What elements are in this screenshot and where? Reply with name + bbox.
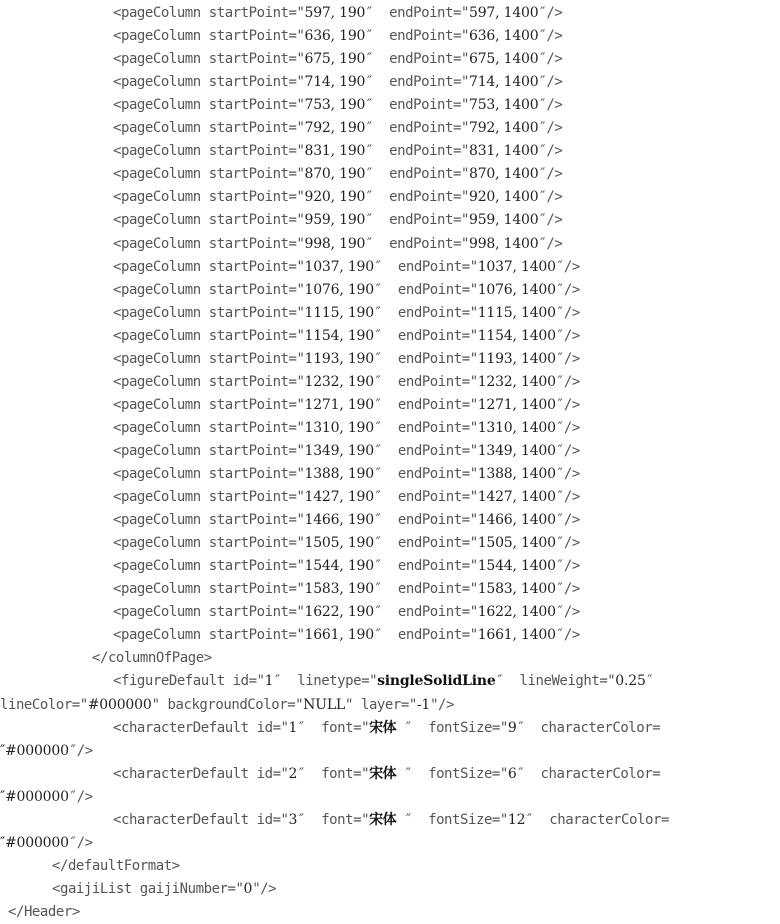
page-column-line bbox=[0, 509, 780, 532]
figure-id: 1 bbox=[264, 673, 274, 690]
page-column-open: <pageColumn startPoint=" bbox=[113, 419, 305, 436]
page-column-line bbox=[0, 48, 780, 71]
page-column-open: <pageColumn startPoint=" bbox=[113, 581, 305, 598]
page-column-line bbox=[0, 71, 780, 94]
character-color-value: #000000 bbox=[5, 788, 69, 805]
end-point-attr: ″ endPoint=" bbox=[373, 396, 478, 413]
tag-end: ″/> bbox=[555, 419, 580, 436]
start-point-value: 597, 190 bbox=[304, 5, 366, 21]
end-point-attr: ″ endPoint=" bbox=[365, 5, 469, 21]
default-format-close-tag: </defaultFormat> bbox=[52, 857, 180, 874]
page-column-line bbox=[0, 578, 780, 601]
layer-value: -1 bbox=[416, 696, 431, 713]
character-default-line-cont bbox=[0, 832, 780, 855]
end-point-attr: ″ endPoint=" bbox=[365, 212, 469, 229]
end-point-attr: ″ endPoint=" bbox=[373, 489, 478, 506]
page-column-line bbox=[0, 209, 780, 232]
line-weight-attr: ″ lineWeight=" bbox=[495, 673, 616, 690]
character-default-line-cont bbox=[0, 786, 780, 809]
end-point-value: 597, 1400 bbox=[468, 5, 539, 21]
tag-end: ″/> bbox=[555, 304, 580, 321]
figure-default-line-cont bbox=[0, 694, 780, 717]
tag-end: ″/> bbox=[555, 327, 580, 344]
header-close-tag: </Header> bbox=[8, 903, 80, 920]
font-size-value: 6 bbox=[507, 765, 517, 782]
tag-end: ″/> bbox=[68, 742, 93, 759]
start-point-value: 1622, 190 bbox=[304, 604, 374, 621]
page-column-line bbox=[0, 186, 780, 209]
tag-end: ″/> bbox=[555, 512, 580, 529]
font-attr: ″ font=" bbox=[297, 719, 370, 736]
start-point-value: 831, 190 bbox=[304, 143, 366, 160]
page-column-line bbox=[0, 532, 780, 555]
tag-end: ″/> bbox=[68, 834, 93, 851]
tag-end: ″/> bbox=[538, 166, 563, 183]
character-color-attr: ″ characterColor= bbox=[516, 765, 661, 782]
tag-end: ″/> bbox=[555, 489, 580, 506]
page-column-line bbox=[0, 25, 780, 48]
character-default-id: 2 bbox=[288, 765, 298, 782]
tag-end: ″/> bbox=[555, 281, 580, 298]
column-of-page-close bbox=[0, 647, 780, 670]
character-default-id: 1 bbox=[288, 719, 298, 736]
character-default-id: 3 bbox=[288, 811, 298, 828]
page-column-open: <pageColumn startPoint=" bbox=[113, 258, 305, 275]
end-point-value: 998, 1400 bbox=[468, 235, 539, 252]
end-point-value: 1232, 1400 bbox=[477, 373, 556, 390]
tag-end: ″/> bbox=[538, 120, 563, 137]
page-column-open: <pageColumn startPoint=" bbox=[113, 166, 305, 183]
background-color-value: NULL bbox=[303, 696, 346, 713]
column-of-page-close-tag: </columnOfPage> bbox=[92, 650, 212, 667]
end-point-attr: ″ endPoint=" bbox=[373, 442, 478, 459]
tag-end: "/> bbox=[252, 880, 277, 897]
linetype-attr: ″ linetype=" bbox=[273, 673, 378, 690]
end-point-value: 1154, 1400 bbox=[477, 327, 556, 344]
end-point-attr: ″ endPoint=" bbox=[373, 512, 478, 529]
line-color-value: #000000 bbox=[87, 696, 152, 713]
font-size-value: 9 bbox=[507, 719, 517, 736]
start-point-value: 870, 190 bbox=[304, 166, 366, 183]
end-point-attr: ″ endPoint=" bbox=[365, 143, 469, 160]
page-column-open: <pageColumn startPoint=" bbox=[113, 604, 305, 621]
font-value: 宋体 bbox=[369, 719, 397, 736]
tag-end: ″/> bbox=[555, 373, 580, 390]
page-column-open: <pageColumn startPoint=" bbox=[113, 535, 305, 552]
page-column-line bbox=[0, 463, 780, 486]
page-column-open: <pageColumn startPoint=" bbox=[113, 97, 305, 114]
end-point-attr: ″ endPoint=" bbox=[365, 235, 469, 252]
tag-end: ″/> bbox=[555, 604, 580, 621]
end-point-attr: ″ endPoint=" bbox=[373, 258, 478, 275]
page-column-open: <pageColumn startPoint=" bbox=[113, 558, 305, 575]
page-column-line bbox=[0, 302, 780, 325]
end-point-attr: ″ endPoint=" bbox=[365, 189, 469, 206]
tag-end: ″/> bbox=[555, 350, 580, 367]
page-column-line bbox=[0, 117, 780, 140]
end-point-value: 1466, 1400 bbox=[477, 512, 556, 529]
tag-end: ″/> bbox=[538, 212, 563, 229]
page-column-open: <pageColumn startPoint=" bbox=[113, 442, 305, 459]
page-column-line bbox=[0, 94, 780, 117]
end-point-value: 1505, 1400 bbox=[477, 535, 556, 552]
end-point-value: 1193, 1400 bbox=[477, 350, 556, 367]
page-column-open: <pageColumn startPoint=" bbox=[113, 489, 305, 506]
character-default-line bbox=[0, 763, 780, 786]
end-point-attr: ″ endPoint=" bbox=[365, 120, 469, 137]
page-column-line bbox=[0, 555, 780, 578]
start-point-value: 1505, 190 bbox=[304, 535, 374, 552]
character-default-open: <characterDefault id=" bbox=[113, 765, 289, 782]
gaiji-number-value: 0 bbox=[243, 880, 253, 897]
page-column-open: <pageColumn startPoint=" bbox=[113, 327, 305, 344]
start-point-value: 753, 190 bbox=[304, 97, 366, 114]
quote: ″ bbox=[645, 673, 654, 690]
end-point-attr: ″ endPoint=" bbox=[373, 627, 478, 644]
start-point-value: 1154, 190 bbox=[304, 327, 374, 344]
start-point-value: 1583, 190 bbox=[304, 581, 374, 598]
tag-end: ″/> bbox=[538, 5, 563, 21]
page-column-open: <pageColumn startPoint=" bbox=[113, 212, 305, 229]
end-point-attr: ″ endPoint=" bbox=[365, 74, 469, 91]
gaiji-list-open: <gaijiList gaijiNumber=" bbox=[52, 880, 244, 897]
end-point-attr: ″ endPoint=" bbox=[373, 281, 478, 298]
end-point-attr: ″ endPoint=" bbox=[373, 327, 478, 344]
end-point-value: 920, 1400 bbox=[468, 189, 539, 206]
end-point-value: 675, 1400 bbox=[468, 51, 539, 68]
end-point-value: 1544, 1400 bbox=[477, 558, 556, 575]
start-point-value: 959, 190 bbox=[304, 212, 366, 229]
line-weight-value: 0.25 bbox=[615, 673, 646, 690]
end-point-attr: ″ endPoint=" bbox=[373, 350, 478, 367]
page-column-line bbox=[0, 233, 780, 256]
start-point-value: 1388, 190 bbox=[304, 466, 374, 482]
end-point-attr: ″ endPoint=" bbox=[373, 558, 478, 575]
start-point-value: 998, 190 bbox=[304, 235, 366, 252]
end-point-value: 1037, 1400 bbox=[477, 258, 556, 275]
page-column-line bbox=[0, 256, 780, 279]
page-column-line bbox=[0, 2, 780, 25]
header-close bbox=[0, 901, 780, 924]
start-point-value: 920, 190 bbox=[304, 189, 366, 206]
page-column-open: <pageColumn startPoint=" bbox=[113, 189, 305, 206]
page-column-line bbox=[0, 279, 780, 302]
quote: ″ bbox=[0, 834, 6, 851]
page-column-open: <pageColumn startPoint=" bbox=[113, 28, 305, 45]
tag-end: ″/> bbox=[555, 627, 580, 644]
page-column-open: <pageColumn startPoint=" bbox=[113, 627, 305, 644]
end-point-value: 714, 1400 bbox=[468, 74, 539, 91]
end-point-value: 831, 1400 bbox=[468, 143, 539, 160]
font-size-attr: ″ fontSize=" bbox=[396, 765, 508, 782]
end-point-attr: ″ endPoint=" bbox=[365, 28, 469, 45]
end-point-attr: ″ endPoint=" bbox=[365, 97, 469, 114]
tag-end: ″/> bbox=[538, 235, 563, 252]
start-point-value: 714, 190 bbox=[304, 74, 366, 91]
page-column-open: <pageColumn startPoint=" bbox=[113, 466, 305, 482]
end-point-value: 1076, 1400 bbox=[477, 281, 556, 298]
tag-end: ″/> bbox=[538, 143, 563, 160]
end-point-attr: ″ endPoint=" bbox=[373, 304, 478, 321]
character-default-open: <characterDefault id=" bbox=[113, 719, 289, 736]
tag-end: ″/> bbox=[68, 788, 93, 805]
end-point-value: 1427, 1400 bbox=[477, 489, 556, 506]
start-point-value: 1115, 190 bbox=[304, 304, 374, 321]
layer-attr: " layer=" bbox=[345, 696, 417, 713]
start-point-value: 1466, 190 bbox=[304, 512, 374, 529]
start-point-value: 1544, 190 bbox=[304, 558, 374, 575]
page-column-line bbox=[0, 417, 780, 440]
figure-default-open: <figureDefault id=" bbox=[113, 673, 265, 690]
page-column-open: <pageColumn startPoint=" bbox=[113, 143, 305, 160]
quote: ″ bbox=[0, 788, 6, 805]
start-point-value: 1232, 190 bbox=[304, 373, 374, 390]
page-column-open: <pageColumn startPoint=" bbox=[113, 396, 305, 413]
font-attr: ″ font=" bbox=[297, 811, 370, 828]
tag-end: ″/> bbox=[555, 581, 580, 598]
page-column-open: <pageColumn startPoint=" bbox=[113, 281, 305, 298]
tag-end: ″/> bbox=[555, 442, 580, 459]
end-point-attr: ″ endPoint=" bbox=[373, 419, 478, 436]
start-point-value: 1076, 190 bbox=[304, 281, 374, 298]
end-point-attr: ″ endPoint=" bbox=[373, 535, 478, 552]
start-point-value: 792, 190 bbox=[304, 120, 366, 137]
start-point-value: 675, 190 bbox=[304, 51, 366, 68]
page-column-open: <pageColumn startPoint=" bbox=[113, 51, 305, 68]
end-point-attr: ″ endPoint=" bbox=[365, 166, 469, 183]
end-point-value: 1388, 1400 bbox=[477, 466, 556, 482]
page-column-open: <pageColumn startPoint=" bbox=[113, 373, 305, 390]
end-point-value: 1661, 1400 bbox=[477, 627, 556, 644]
default-format-close bbox=[0, 855, 780, 878]
end-point-value: 753, 1400 bbox=[468, 97, 539, 114]
end-point-value: 1583, 1400 bbox=[477, 581, 556, 598]
start-point-value: 1037, 190 bbox=[304, 258, 374, 275]
page-column-line bbox=[0, 348, 780, 371]
end-point-value: 1622, 1400 bbox=[477, 604, 556, 621]
tag-end: ″/> bbox=[538, 74, 563, 91]
end-point-value: 870, 1400 bbox=[468, 166, 539, 183]
font-attr: ″ font=" bbox=[297, 765, 370, 782]
page-column-open: <pageColumn startPoint=" bbox=[113, 235, 305, 252]
figure-default-line bbox=[0, 670, 780, 693]
page-column-line bbox=[0, 394, 780, 417]
tag-end: ″/> bbox=[555, 558, 580, 575]
character-default-line-cont bbox=[0, 740, 780, 763]
end-point-value: 959, 1400 bbox=[468, 212, 539, 229]
page-column-line bbox=[0, 325, 780, 348]
gaiji-list-line bbox=[0, 878, 780, 901]
page-column-line bbox=[0, 163, 780, 186]
tag-end: ″/> bbox=[538, 28, 563, 45]
page-column-open: <pageColumn startPoint=" bbox=[113, 304, 305, 321]
page-column-line bbox=[0, 601, 780, 624]
page-column-open: <pageColumn startPoint=" bbox=[113, 350, 305, 367]
character-default-open: <characterDefault id=" bbox=[113, 811, 289, 828]
font-size-attr: ″ fontSize=" bbox=[396, 811, 508, 828]
tag-end: ″/> bbox=[555, 258, 580, 275]
line-color-attr: lineColor=" bbox=[0, 696, 88, 713]
start-point-value: 1349, 190 bbox=[304, 442, 374, 459]
page-column-open: <pageColumn startPoint=" bbox=[113, 74, 305, 91]
start-point-value: 1661, 190 bbox=[304, 627, 374, 644]
end-point-attr: ″ endPoint=" bbox=[373, 581, 478, 598]
end-point-attr: ″ endPoint=" bbox=[373, 604, 478, 621]
start-point-value: 636, 190 bbox=[304, 28, 366, 45]
start-point-value: 1271, 190 bbox=[304, 396, 374, 413]
start-point-value: 1193, 190 bbox=[304, 350, 374, 367]
tag-end: ″/> bbox=[555, 535, 580, 552]
font-value: 宋体 bbox=[369, 765, 397, 782]
page-column-line bbox=[0, 486, 780, 509]
end-point-value: 1115, 1400 bbox=[477, 304, 556, 321]
start-point-value: 1310, 190 bbox=[304, 419, 374, 436]
page-column-open: <pageColumn startPoint=" bbox=[113, 5, 305, 21]
end-point-attr: ″ endPoint=" bbox=[373, 373, 478, 390]
tag-end: ″/> bbox=[538, 97, 563, 114]
character-default-line bbox=[0, 717, 780, 740]
font-size-value: 12 bbox=[507, 811, 526, 828]
tag-end: ″/> bbox=[555, 396, 580, 413]
page-column-line bbox=[0, 624, 780, 647]
page-column-line bbox=[0, 440, 780, 463]
tag-end: ″/> bbox=[538, 189, 563, 206]
character-color-value: #000000 bbox=[5, 834, 69, 851]
end-point-attr: ″ endPoint=" bbox=[365, 51, 469, 68]
page-column-line bbox=[0, 140, 780, 163]
end-point-attr: ″ endPoint=" bbox=[373, 466, 478, 482]
font-size-attr: ″ fontSize=" bbox=[396, 719, 508, 736]
font-value: 宋体 bbox=[369, 811, 397, 828]
character-color-attr: ″ characterColor= bbox=[516, 719, 661, 736]
page-column-open: <pageColumn startPoint=" bbox=[113, 120, 305, 137]
background-color-attr: " backgroundColor=" bbox=[151, 696, 304, 713]
quote: ″ bbox=[0, 742, 6, 759]
tag-end: "/> bbox=[430, 696, 455, 713]
end-point-value: 1349, 1400 bbox=[477, 442, 556, 459]
linetype-value: singleSolidLine bbox=[377, 673, 496, 690]
page-column-line bbox=[0, 371, 780, 394]
character-color-value: #000000 bbox=[5, 742, 69, 759]
end-point-value: 792, 1400 bbox=[468, 120, 539, 137]
tag-end: ″/> bbox=[538, 51, 563, 68]
end-point-value: 1310, 1400 bbox=[477, 419, 556, 436]
character-default-line bbox=[0, 809, 780, 832]
end-point-value: 1271, 1400 bbox=[477, 396, 556, 413]
page-column-open: <pageColumn startPoint=" bbox=[113, 512, 305, 529]
character-color-attr: ″ characterColor= bbox=[525, 811, 669, 828]
start-point-value: 1427, 190 bbox=[304, 489, 374, 506]
end-point-value: 636, 1400 bbox=[468, 28, 539, 45]
tag-end: ″/> bbox=[555, 466, 580, 482]
